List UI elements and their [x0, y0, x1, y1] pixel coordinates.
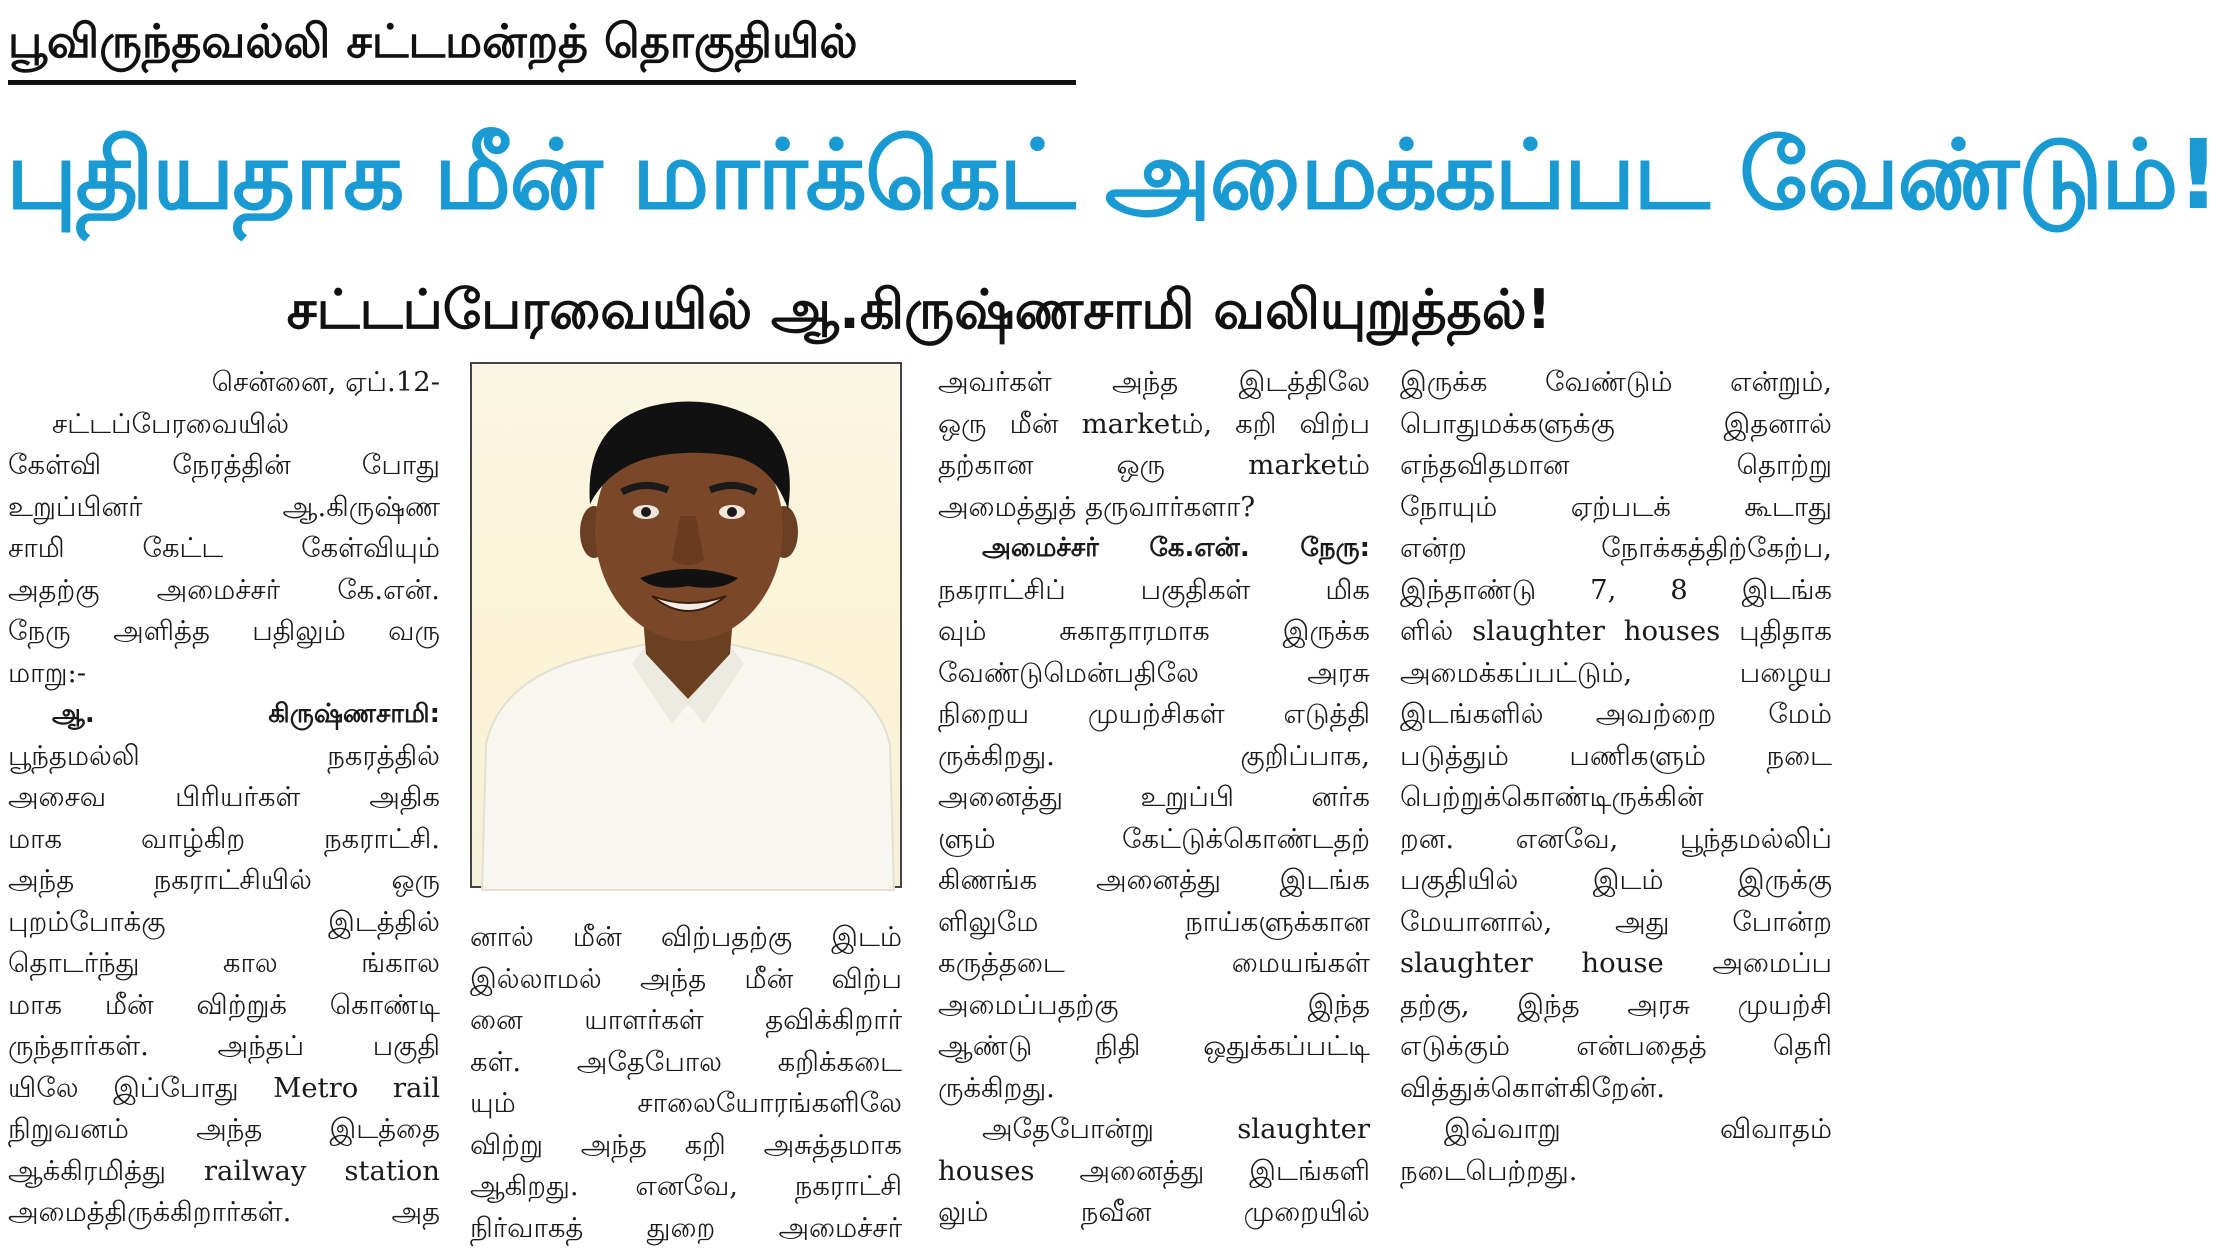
article-subhead: சட்டப்பேரவையில் ஆ.கிருஷ்ணசாமி வலியுறுத்தல்!	[286, 278, 1552, 341]
body-line: மாறு:-	[8, 656, 87, 689]
body-line: பகுதியில் இடம் இருக்கு	[1400, 864, 1832, 896]
body-line: இவ்வாறு விவாதம்	[1444, 1113, 1832, 1145]
body-line: அமைக்கப்பட்டும், பழைய	[1400, 656, 1832, 689]
body-line: தற்கான ஒரு marketம்	[938, 449, 1370, 481]
body-line: slaughter house அமைப்ப	[1400, 947, 1832, 979]
article-kicker: பூவிருந்தவல்லி சட்டமன்றத் தொகுதியில்	[8, 14, 858, 68]
body-line: படுத்தும் பணிகளும் நடை	[1400, 739, 1832, 772]
body-line: இந்தாண்டு 7, 8 இடங்க	[1400, 573, 1832, 606]
body-line: அமைத்திருக்கிறார்கள். அத	[8, 1196, 440, 1228]
body-line: தற்கு, இந்த அரசு முயற்சி	[1400, 988, 1832, 1021]
body-line: நகராட்சிப் பகுதிகள் மிக	[938, 573, 1370, 606]
body-line: கேள்வி நேரத்தின் போது	[8, 449, 440, 481]
body-line: அனைத்து உறுப்பி னர்க	[938, 781, 1370, 813]
body-line: நோயும் ஏற்படக் கூடாது	[1400, 490, 1832, 523]
body-line: ருக்கிறது. குறிப்பாக,	[938, 739, 1370, 772]
body-line: houses அனைத்து இடங்களி	[938, 1154, 1370, 1187]
body-line: கருத்தடை மையங்கள்	[938, 947, 1370, 979]
body-line: தொடர்ந்து கால ங்கால	[8, 947, 440, 979]
body-line: பூந்தமல்லி நகரத்தில்	[8, 739, 440, 772]
body-line: னை யாளர்கள் தவிக்கிறார்	[470, 1004, 902, 1036]
body-line: புறம்போக்கு இடத்தில்	[8, 905, 440, 938]
body-line: வும் சுகாதாரமாக இருக்க	[938, 615, 1370, 647]
body-line: ஒரு மீன் marketம், கறி விற்ப	[938, 407, 1370, 440]
body-line: பொதுமக்களுக்கு இதனால்	[1400, 407, 1832, 440]
body-line: பெற்றுக்கொண்டிருக்கின்	[1400, 781, 1704, 813]
article-column-4	[1400, 362, 1832, 1192]
body-line: நிறுவனம் அந்த இடத்தை	[8, 1113, 440, 1145]
body-line: னால் மீன் விற்பதற்கு இடம்	[470, 921, 902, 953]
body-line: யும் சாலையோரங்களிலே	[470, 1087, 902, 1119]
body-line: நேரு அளித்த பதிலும் வரு	[8, 615, 440, 647]
body-line: ளிலுமே நாய்களுக்கான	[938, 905, 1370, 938]
article-column-1	[8, 362, 440, 1234]
speaker-label: அமைச்சர் கே.என். நேரு:	[982, 533, 1370, 563]
body-line: அதற்கு அமைச்சர் கே.என்.	[8, 573, 440, 606]
body-line: சட்டப்பேரவையில்	[52, 407, 290, 440]
body-line: வித்துக்கொள்கிறேன்.	[1400, 1071, 1665, 1104]
article-headline: புதியதாக மீன் மார்க்கெட் அமைக்கப்பட வேண்டும்!	[6, 119, 2218, 231]
body-line: வேண்டுமென்பதிலே அரசு	[938, 656, 1370, 689]
body-line: சாமி கேட்ட கேள்வியும்	[8, 532, 440, 564]
body-line: ளில் slaughter houses புதிதாக	[1400, 615, 1832, 647]
body-line: கிணங்க அனைத்து இடங்க	[938, 864, 1370, 896]
body-line: யிலே இப்போது Metro rail	[8, 1071, 440, 1104]
body-line: ருந்தார்கள். அந்தப் பகுதி	[8, 1030, 440, 1062]
body-line: அவர்கள் அந்த இடத்திலே	[938, 366, 1370, 398]
article-column-3	[938, 362, 1370, 1234]
portrait-illustration	[472, 364, 904, 890]
body-line: அதேபோன்று slaughter	[982, 1113, 1370, 1145]
body-line: மேயானால், அது போன்ற	[1400, 905, 1832, 938]
kicker-underline	[8, 80, 1076, 85]
body-line: அமைத்துத் தருவார்களா?	[938, 490, 1256, 523]
body-line: எந்தவிதமான தொற்று	[1400, 449, 1832, 481]
body-line: ஆகிறது. எனவே, நகராட்சி	[470, 1170, 902, 1202]
body-line: ஆக்கிரமித்து railway station	[8, 1154, 440, 1187]
dateline: சென்னை, ஏப்.12-	[211, 366, 440, 398]
body-line: அசைவ பிரியர்கள் அதிக	[8, 781, 440, 813]
body-line: விற்று அந்த கறி அசுத்தமாக	[470, 1128, 902, 1161]
body-line: கள். அதேபோல கறிக்கடை	[470, 1045, 902, 1078]
body-line: இடங்களில் அவற்றை மேம்	[1400, 698, 1832, 730]
body-line: ஆண்டு நிதி ஒதுக்கப்பட்டி	[938, 1030, 1370, 1062]
body-line: எடுக்கும் என்பதைத் தெரி	[1400, 1030, 1832, 1062]
body-line: றன. எனவே, பூந்தமல்லிப்	[1400, 822, 1832, 855]
body-line: ருக்கிறது.	[938, 1071, 1055, 1104]
body-line: இருக்க வேண்டும் என்றும்,	[1400, 366, 1832, 398]
article-column-2	[470, 917, 902, 1249]
portrait-photo	[470, 362, 902, 888]
body-line: நிர்வாகத் துறை அமைச்சர்	[470, 1211, 902, 1244]
body-line: அந்த நகராட்சியில் ஒரு	[8, 864, 440, 896]
body-line: உறுப்பினர் ஆ.கிருஷ்ண	[8, 490, 440, 523]
body-line: மாக மீன் விற்றுக் கொண்டி	[8, 988, 440, 1021]
body-line: நிறைய முயற்சிகள் எடுத்தி	[938, 698, 1370, 730]
body-line: லும் நவீன முறையில்	[938, 1196, 1370, 1228]
body-line: மாக வாழ்கிற நகராட்சி.	[8, 822, 440, 855]
speaker-label: ஆ. கிருஷ்ணசாமி:	[52, 699, 440, 729]
body-line: அமைப்பதற்கு இந்த	[938, 988, 1370, 1021]
body-line: நடைபெற்றது.	[1400, 1154, 1578, 1187]
body-line: இல்லாமல் அந்த மீன் விற்ப	[470, 962, 902, 995]
body-line: என்ற நோக்கத்திற்கேற்ப,	[1400, 532, 1832, 564]
body-line: ளும் கேட்டுக்கொண்டதற்	[938, 822, 1370, 855]
